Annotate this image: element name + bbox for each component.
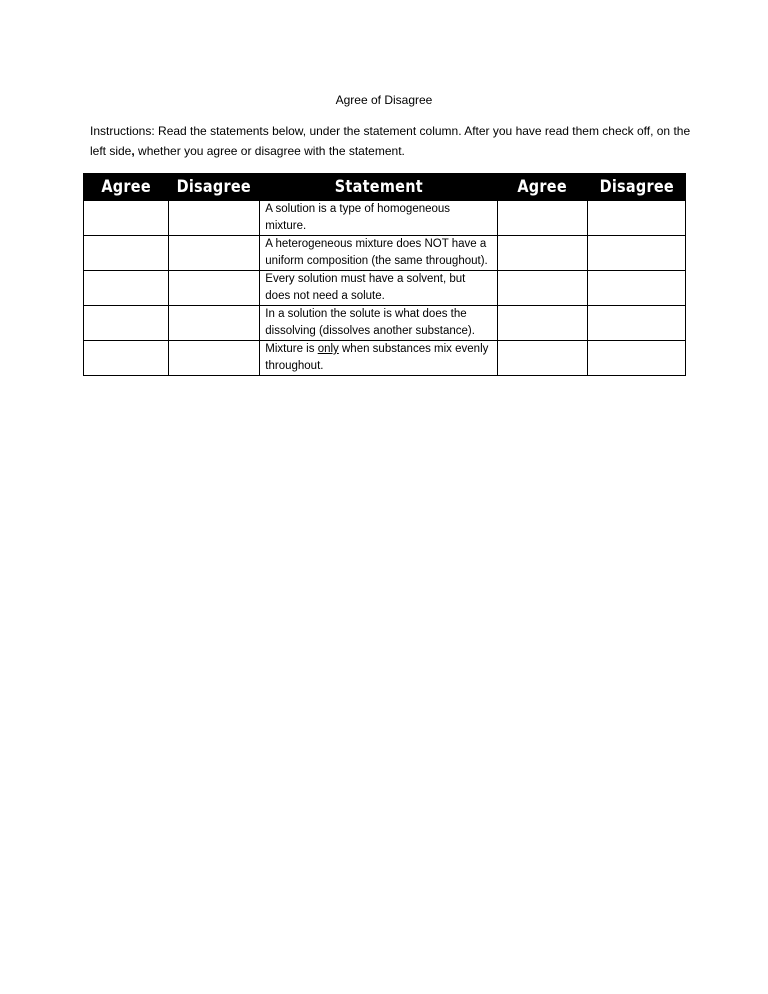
agree-after-cell[interactable] [497, 306, 587, 341]
disagree-before-cell[interactable] [169, 306, 260, 341]
table-row [84, 236, 686, 271]
statement-cell: A solution is a type of homogeneous mixture. [260, 201, 497, 236]
agree-before-cell[interactable] [84, 201, 169, 236]
disagree-before-cell[interactable] [169, 201, 260, 236]
agree-after-cell[interactable] [497, 341, 587, 376]
agree-after-cell[interactable] [497, 201, 587, 236]
statement-underlined-word: only [317, 343, 339, 355]
agree-before-cell[interactable] [84, 236, 169, 271]
header-disagree-after: Disagree [587, 174, 685, 201]
disagree-before-cell[interactable] [169, 341, 260, 376]
table-header-row [84, 174, 686, 201]
instructions-bold-comma: , [131, 144, 135, 158]
agree-disagree-table [83, 173, 686, 376]
statement-cell: In a solution the solute is what does the dissolving (dissolves another substance). [260, 306, 497, 341]
instructions-text-end: whether you agree or disagree with the statement. [134, 144, 405, 158]
table-row [84, 306, 686, 341]
disagree-after-cell[interactable] [587, 341, 685, 376]
instructions-paragraph [90, 121, 700, 161]
disagree-before-cell[interactable] [169, 236, 260, 271]
agree-after-cell[interactable] [497, 271, 587, 306]
disagree-after-cell[interactable] [587, 306, 685, 341]
statement-text: Mixture is [265, 343, 318, 355]
statement-text-end: when substances mix evenly throughout. [265, 343, 489, 372]
table-row [84, 341, 686, 376]
statement-cell [260, 341, 497, 376]
header-statement: Statement [260, 174, 497, 201]
agree-before-cell[interactable] [84, 306, 169, 341]
disagree-after-cell[interactable] [587, 271, 685, 306]
agree-after-cell[interactable] [497, 236, 587, 271]
agree-before-cell[interactable] [84, 341, 169, 376]
table-row [84, 201, 686, 236]
header-agree-after: Agree [497, 174, 587, 201]
header-agree-before: Agree [84, 174, 169, 201]
statement-cell: A heterogeneous mixture does NOT have a uniform composition (the same throughout). [260, 236, 497, 271]
disagree-after-cell[interactable] [587, 201, 685, 236]
page-title: Agree of Disagree [335, 93, 433, 107]
statement-cell: Every solution must have a solvent, but does not need a solute. [260, 271, 497, 306]
header-disagree-before: Disagree [169, 174, 260, 201]
agree-before-cell[interactable] [84, 271, 169, 306]
table-row [84, 271, 686, 306]
instructions-text: Instructions: Read the statements below, under the statement column. After you have read them check off, on the left side [90, 124, 691, 158]
disagree-after-cell[interactable] [587, 236, 685, 271]
disagree-before-cell[interactable] [169, 271, 260, 306]
